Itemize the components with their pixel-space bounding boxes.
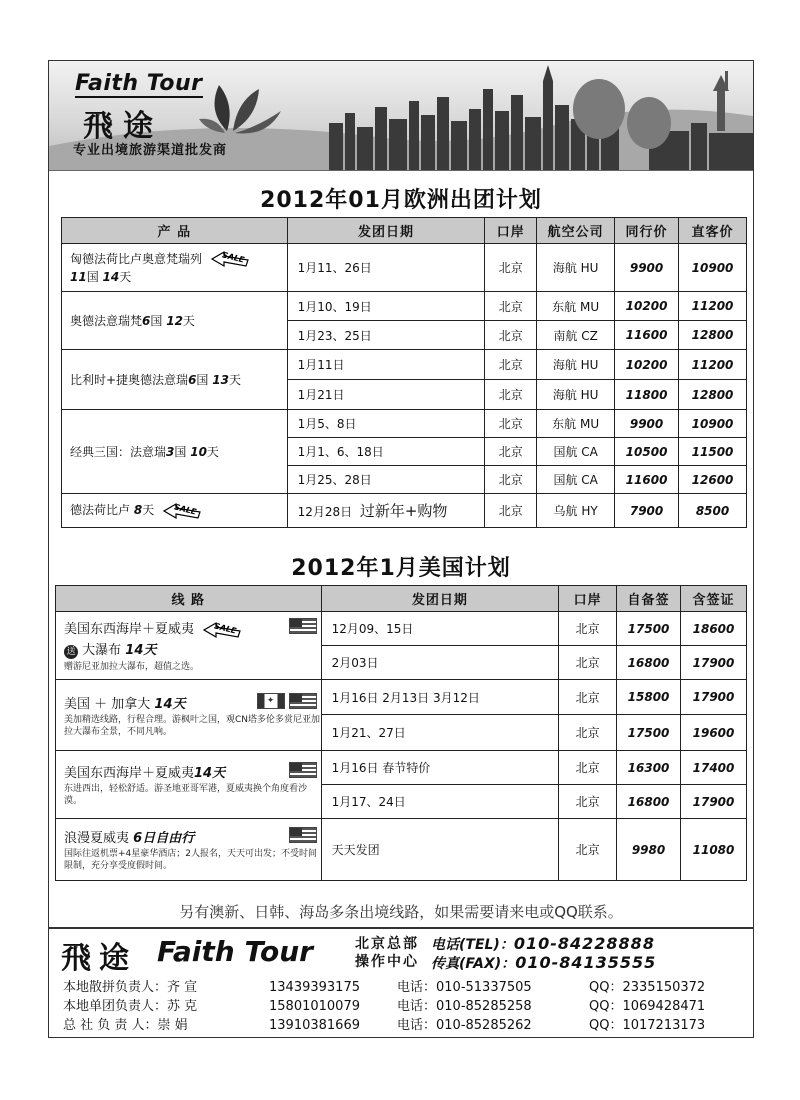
retail-price-cell: 12800: [679, 321, 747, 350]
trade-price-cell: 10200: [615, 292, 679, 321]
self-visa-price-cell: 15800: [617, 680, 681, 715]
product-name: 比利时+捷奥德法意瑞: [70, 373, 189, 387]
sale-arrow-icon: [202, 621, 242, 639]
europe-table: [61, 217, 747, 528]
with-visa-price-cell: 17400: [681, 751, 747, 785]
us-flag-icon: [289, 693, 317, 709]
us-flag-icon: [289, 618, 317, 634]
hq-line-2: 操作中心: [355, 954, 419, 970]
retail-price-cell: 11500: [679, 438, 747, 466]
flyer-page: [48, 60, 754, 1038]
day-count: 14: [102, 270, 120, 285]
port-cell: 北京: [485, 292, 537, 321]
sale-label: SALE: [173, 502, 198, 517]
trade-price-cell: 10200: [615, 350, 679, 380]
self-visa-price-cell: 17500: [617, 715, 681, 751]
date-cell: 1月23、25日: [287, 321, 485, 350]
country-count: 6: [188, 373, 197, 387]
airline-cell: 乌航 HY: [537, 494, 615, 528]
retail-price-cell: 10900: [679, 244, 747, 292]
logo-chinese: 飛途: [83, 109, 163, 144]
airline-cell: 东航 MU: [537, 292, 615, 321]
leaves-logo-icon: [197, 71, 287, 141]
sale-arrow-icon: [162, 502, 202, 520]
country-unit: 国: [150, 314, 163, 328]
airline-cell: 南航 CZ: [537, 321, 615, 350]
usa-table: [55, 585, 747, 881]
port-cell: 北京: [485, 321, 537, 350]
usa-header-row: [56, 586, 747, 612]
contact-row: [63, 997, 753, 1016]
route-title-a: 浪漫夏威夷: [64, 831, 130, 846]
product-cell: [62, 244, 288, 292]
route-title-a: 美国东西海岸＋夏威夷: [64, 622, 195, 638]
trade-price-cell: 11600: [615, 321, 679, 350]
day-unit: 天: [206, 445, 219, 459]
us-flag-icon: [289, 827, 317, 843]
day-unit: 天: [182, 314, 195, 328]
footer-brand-english: Faith Tour: [157, 935, 313, 968]
date-text: 12月28日: [297, 505, 353, 519]
retail-price-cell: 11200: [679, 350, 747, 380]
route-cell: [56, 819, 322, 881]
contact-role: 本地单团负责人：苏 克: [63, 999, 198, 1014]
product-name: 奥德法意瑞梵: [70, 314, 143, 328]
route-title: [64, 618, 321, 659]
sale-label: SALE: [221, 250, 246, 265]
tel-number: 010-84228888: [513, 934, 655, 953]
route-description: 国际往返机票+4星豪华酒店；2人报名，天天可出发；不受时间限制，充分享受度假时间。: [64, 849, 317, 871]
retail-price-cell: 11200: [679, 292, 747, 321]
date-cell: 天天发团: [321, 819, 559, 881]
table-row: [62, 350, 747, 380]
with-visa-price-cell: 11080: [681, 819, 747, 881]
hq-label: [355, 935, 419, 971]
date-cell: 1月11日: [287, 350, 485, 380]
port-cell: 北京: [559, 680, 617, 715]
gift-badge-icon: 送: [64, 645, 78, 659]
route-description: 美加精选线路，行程合理。游枫叶之国，观CN塔多伦多赏尼亚加拉大瀑布全景，不同凡响。: [64, 714, 321, 737]
day-count: 8: [133, 503, 143, 518]
europe-header-row: [62, 218, 747, 244]
day-count: 12: [166, 314, 183, 328]
table-row: [56, 680, 747, 715]
retail-price-cell: 12600: [679, 466, 747, 494]
header-banner: [49, 61, 753, 171]
product-cell: [62, 494, 288, 528]
retail-price-cell: 10900: [679, 410, 747, 438]
day-unit: 天: [119, 270, 132, 285]
port-cell: 北京: [485, 244, 537, 292]
date-extra-text: 过新年+购物: [359, 502, 448, 520]
port-cell: 北京: [485, 410, 537, 438]
airline-cell: 海航 HU: [537, 380, 615, 410]
contact-phone: 电话：010-85285262: [397, 1018, 532, 1033]
country-count: 6: [142, 314, 151, 328]
port-cell: 北京: [559, 715, 617, 751]
trade-price-cell: 9900: [615, 244, 679, 292]
col-port: 口岸: [559, 586, 617, 612]
retail-price-cell: 8500: [679, 494, 747, 528]
route-days: 14天: [194, 766, 226, 781]
date-cell: 1月25、28日: [287, 466, 485, 494]
date-cell: 1月17、24日: [321, 785, 559, 819]
trade-price-cell: 11600: [615, 466, 679, 494]
country-unit: 国: [174, 445, 187, 459]
footer-brand-chinese: 飛途: [61, 941, 137, 976]
date-cell: 1月16日 2月13日 3月12日: [321, 680, 559, 715]
route-title: [64, 827, 321, 846]
product-name: 匈德法荷比卢奥意梵瑞列: [70, 251, 203, 266]
trade-price-cell: 10500: [615, 438, 679, 466]
route-cell: [56, 680, 322, 751]
port-cell: 北京: [485, 380, 537, 410]
product-cell: [62, 292, 288, 350]
date-cell: 1月10、19日: [287, 292, 485, 321]
product-cell: [62, 410, 288, 494]
route-description: 赠游尼亚加拉大瀑布，超值之选。: [64, 661, 200, 672]
trade-price-cell: 11800: [615, 380, 679, 410]
col-trade-price: 同行价: [615, 218, 679, 244]
contact-qq: QQ：1017213173: [589, 1018, 706, 1033]
route-days: 14天: [154, 696, 186, 712]
country-unit: 国: [86, 270, 99, 285]
footer-note: 另有澳新、日韩、海岛多条出境线路，如果需要请来电或QQ联系。: [179, 903, 623, 921]
table-row: [62, 494, 747, 528]
hq-line-1: 北京总部: [355, 936, 419, 952]
europe-section-title: 2012年01月欧洲出团计划: [260, 188, 542, 213]
table-row: [62, 292, 747, 321]
col-route: 线 路: [56, 586, 322, 612]
product-name: 经典三国：法意瑞: [70, 445, 167, 459]
usa-section-title: 2012年1月美国计划: [291, 556, 511, 581]
date-cell: [287, 494, 485, 528]
col-port: 口岸: [485, 218, 537, 244]
contact-role: 总 社 负 责 人：崇 娟: [63, 1018, 188, 1033]
date-cell: 1月11、26日: [287, 244, 485, 292]
self-visa-price-cell: 9980: [617, 819, 681, 881]
route-cell: [56, 612, 322, 680]
port-cell: 北京: [559, 612, 617, 646]
airline-cell: 海航 HU: [537, 350, 615, 380]
country-unit: 国: [196, 373, 209, 387]
with-visa-price-cell: 17900: [681, 646, 747, 680]
self-visa-price-cell: 16800: [617, 646, 681, 680]
table-row: [56, 612, 747, 646]
contact-role: 本地散拼负责人：齐 宣: [63, 980, 198, 995]
col-self-visa: 自备签: [617, 586, 681, 612]
fax-label: 传真(FAX)：: [431, 956, 516, 972]
self-visa-price-cell: 17500: [617, 612, 681, 646]
col-date: 发团日期: [287, 218, 485, 244]
route-title: [64, 762, 321, 781]
sale-label: SALE: [213, 621, 238, 636]
contact-qq: QQ：2335150372: [589, 980, 706, 995]
slogan: 专业出境旅游渠道批发商: [73, 143, 228, 158]
port-cell: 北京: [485, 350, 537, 380]
retail-price-cell: 12800: [679, 380, 747, 410]
col-retail-price: 直客价: [679, 218, 747, 244]
airline-cell: 国航 CA: [537, 466, 615, 494]
col-with-visa: 含签证: [681, 586, 747, 612]
contact-row: [63, 1016, 753, 1035]
route-days: 14天: [125, 642, 157, 658]
date-cell: 2月03日: [321, 646, 559, 680]
fax-number: 010-84135555: [515, 953, 657, 972]
route-cell: [56, 751, 322, 819]
day-count: 10: [190, 445, 207, 459]
hq-contacts: [431, 935, 656, 973]
airline-cell: 国航 CA: [537, 438, 615, 466]
date-cell: 1月21、27日: [321, 715, 559, 751]
contact-phone: 电话：010-51337505: [397, 980, 532, 995]
col-date: 发团日期: [321, 586, 559, 612]
country-count: 11: [70, 270, 87, 285]
self-visa-price-cell: 16800: [617, 785, 681, 819]
port-cell: 北京: [485, 494, 537, 528]
airline-cell: 海航 HU: [537, 244, 615, 292]
trade-price-cell: 7900: [615, 494, 679, 528]
country-count: 3: [166, 445, 175, 459]
table-row: [56, 751, 747, 785]
route-title-a: 美国 ＋ 加拿大: [64, 696, 151, 712]
date-cell: 12月09、15日: [321, 612, 559, 646]
col-airline: 航空公司: [537, 218, 615, 244]
product-name: 德法荷比卢: [70, 503, 131, 518]
port-cell: 北京: [559, 785, 617, 819]
trade-price-cell: 9900: [615, 410, 679, 438]
port-cell: 北京: [559, 819, 617, 881]
table-row: [56, 819, 747, 881]
table-row: [62, 410, 747, 438]
date-cell: 1月5、8日: [287, 410, 485, 438]
route-days: 6日自由行: [133, 831, 195, 846]
day-unit: 天: [142, 503, 155, 518]
contact-qq: QQ：1069428471: [589, 999, 706, 1014]
with-visa-price-cell: 17900: [681, 785, 747, 819]
port-cell: 北京: [559, 646, 617, 680]
logo-english: Faith Tour: [75, 71, 203, 96]
sale-arrow-icon: [210, 250, 250, 268]
contact-phone: 电话：010-85285258: [397, 999, 532, 1014]
tel-label: 电话(TEL)：: [431, 937, 514, 953]
with-visa-price-cell: 18600: [681, 612, 747, 646]
table-row: [62, 244, 747, 292]
with-visa-price-cell: 17900: [681, 680, 747, 715]
route-title-a: 美国东西海岸＋夏威夷: [64, 766, 195, 781]
us-flag-icon: [289, 762, 317, 778]
self-visa-price-cell: 16300: [617, 751, 681, 785]
port-cell: 北京: [485, 438, 537, 466]
day-unit: 天: [228, 373, 241, 387]
contact-persons: [63, 978, 753, 1035]
contact-mobile: 13910381669: [269, 1018, 360, 1033]
canada-flag-icon: [257, 693, 285, 709]
col-product: 产 品: [62, 218, 288, 244]
product-cell: [62, 350, 288, 410]
date-cell: 1月21日: [287, 380, 485, 410]
port-cell: 北京: [559, 751, 617, 785]
date-cell: 1月1、6、18日: [287, 438, 485, 466]
route-title-b: 大瀑布: [82, 642, 122, 658]
with-visa-price-cell: 19600: [681, 715, 747, 751]
contact-row: [63, 978, 753, 997]
contact-mobile: 15801010079: [269, 999, 360, 1014]
airline-cell: 东航 MU: [537, 410, 615, 438]
day-count: 13: [212, 373, 229, 387]
contact-mobile: 13439393175: [269, 980, 360, 995]
divider: [49, 927, 753, 929]
port-cell: 北京: [485, 466, 537, 494]
route-description: 东进西出，轻松舒适。游圣地亚哥军港，夏威夷换个角度看沙漠。: [64, 784, 308, 806]
date-cell: 1月16日 春节特价: [321, 751, 559, 785]
